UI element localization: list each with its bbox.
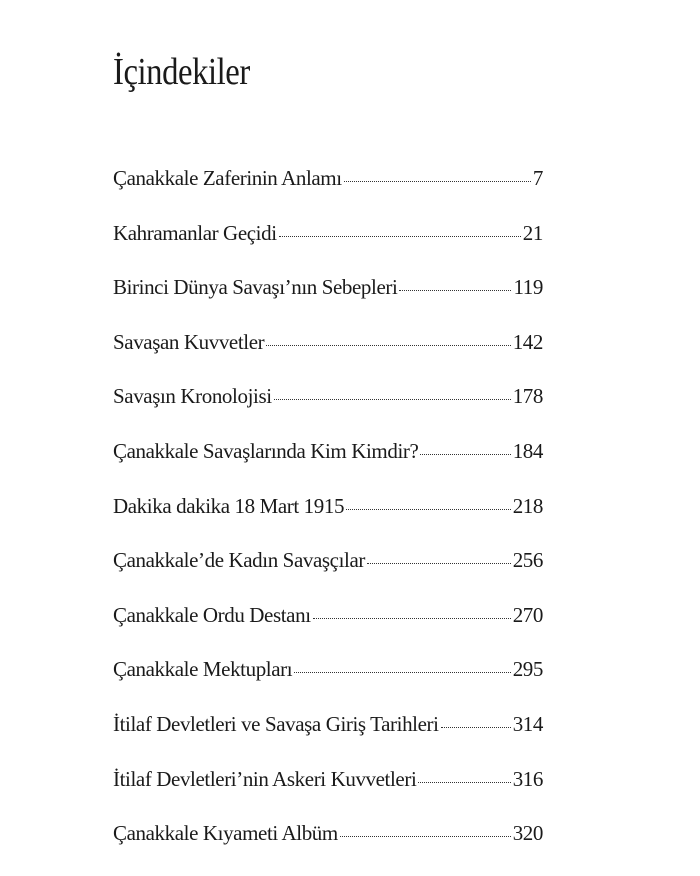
toc-entry-label: Dakika dakika 18 Mart 1915 [113, 493, 345, 518]
toc-entry-page: 320 [512, 821, 543, 846]
toc-entry-page: 21 [522, 220, 543, 245]
toc-entry[interactable] [113, 494, 543, 549]
toc-entry-label: İtilaf Devletleri’nin Askeri Kuvvetleri [113, 766, 417, 791]
toc-entry-label: Çanakkale Savaşlarında Kim Kimdir? [113, 438, 419, 463]
dot-leader [418, 782, 510, 783]
toc-entry[interactable] [113, 712, 543, 767]
toc-entry[interactable] [113, 384, 543, 439]
toc-entry-label: Savaşın Kronolojisi [113, 384, 272, 409]
dot-leader [367, 563, 511, 564]
toc-entry-label: Çanakkale Ordu Destanı [113, 602, 311, 627]
dot-leader [441, 727, 511, 728]
toc-entry[interactable] [113, 657, 543, 712]
toc-entry-page: 7 [532, 166, 543, 190]
toc-entry-label: Savaşan Kuvvetler [113, 329, 265, 354]
toc-entry-label: Çanakkale Kıyameti Albüm [113, 821, 338, 846]
toc-entry[interactable] [113, 166, 543, 221]
toc-entry-label: Çanakkale Mektupları [113, 657, 293, 682]
toc-entry[interactable] [113, 221, 543, 276]
toc-entry-page: 119 [513, 275, 543, 300]
dot-leader [420, 454, 510, 455]
toc-entry-page: 295 [512, 657, 543, 682]
toc-entry[interactable] [113, 275, 543, 330]
dot-leader [279, 236, 521, 237]
toc-entry[interactable] [113, 330, 543, 385]
dot-leader [399, 290, 511, 291]
toc-entry-page: 316 [512, 766, 543, 791]
toc-entry-label: Kahramanlar Geçidi [113, 220, 277, 245]
toc-entry-label: Birinci Dünya Savaşı’nın Sebepleri [113, 275, 398, 300]
toc-entry-label: İtilaf Devletleri ve Savaşa Giriş Tarihleri [113, 711, 439, 736]
dot-leader [274, 399, 511, 400]
toc-entry[interactable] [113, 439, 543, 494]
toc-entry-page: 314 [512, 711, 543, 736]
toc-entry-page: 256 [512, 548, 543, 573]
toc-entry[interactable] [113, 767, 543, 822]
toc-entry-label: Çanakkale’de Kadın Savaşçılar [113, 548, 365, 573]
toc-entry-label: Çanakkale Zaferinin Anlamı [113, 166, 342, 190]
dot-leader [340, 836, 511, 837]
dot-leader [294, 672, 511, 673]
toc-entry-page: 218 [512, 493, 543, 518]
page-title: İçindekiler [113, 51, 250, 93]
dot-leader [266, 345, 510, 346]
toc-entry-page: 184 [512, 438, 543, 463]
toc-list [113, 166, 543, 876]
toc-entry-page: 178 [512, 384, 543, 409]
dot-leader [344, 181, 531, 182]
toc-entry[interactable] [113, 821, 543, 876]
toc-entry[interactable] [113, 603, 543, 658]
toc-entry-page: 142 [512, 329, 543, 354]
dot-leader [313, 618, 511, 619]
dot-leader [346, 509, 511, 510]
toc-entry-page: 270 [512, 602, 543, 627]
toc-entry[interactable] [113, 548, 543, 603]
